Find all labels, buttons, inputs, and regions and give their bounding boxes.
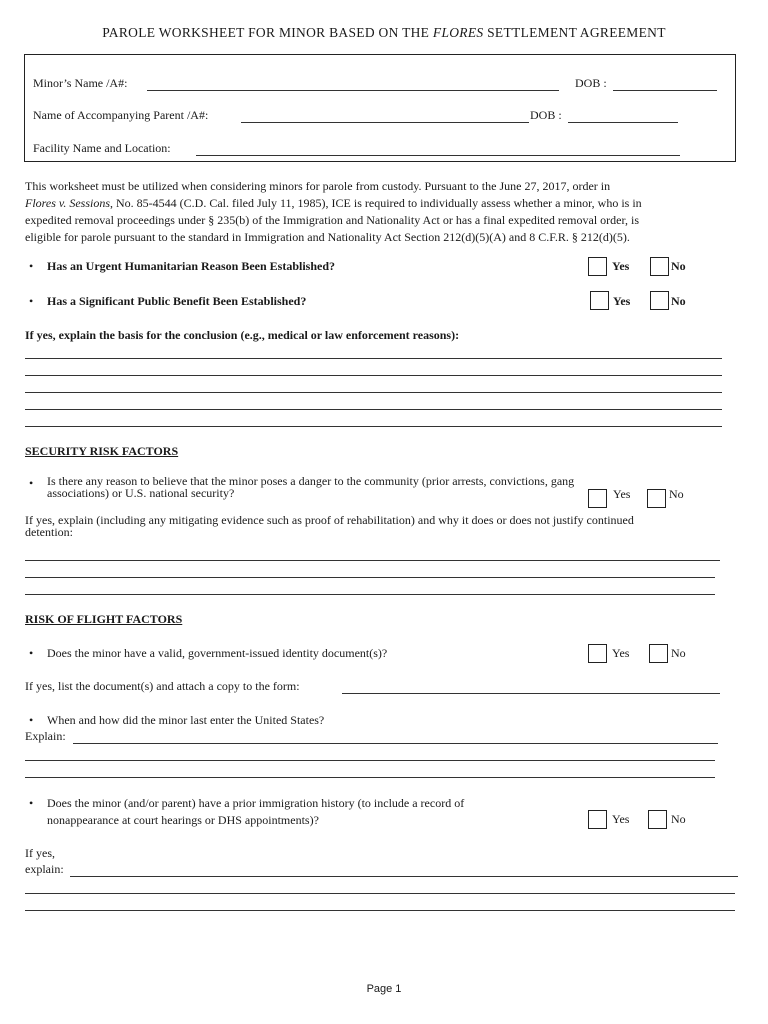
identity-question: Does the minor have a valid, government-issued identity document(s)? [47, 646, 388, 660]
bullet-icon: • [29, 796, 34, 810]
facility-field[interactable] [196, 155, 680, 156]
security-no-checkbox[interactable] [647, 489, 666, 508]
history-line-3[interactable] [25, 910, 735, 911]
entry-line-2[interactable] [25, 760, 715, 761]
entry-line-1[interactable] [73, 743, 718, 744]
security-line-3[interactable] [25, 594, 715, 595]
parent-dob-label: DOB : [530, 108, 562, 122]
identity-yes-label: Yes [612, 646, 630, 660]
identification-box [24, 54, 736, 162]
security-question-line-1: Is there any reason to believe that the minor poses a danger to the community (prior arrests, convictions, gang [47, 474, 575, 488]
public-benefit-yes-label: Yes [613, 294, 631, 308]
intro-line-2: Flores v. Sessions, No. 85-4544 (C.D. Cal. filed July 11, 1985), ICE is required to individually assess whether a minor, who is in [25, 196, 642, 210]
public-benefit-no-label: No [671, 294, 686, 308]
history-question-line-2: nonappearance at court hearings or DHS appointments)? [47, 813, 319, 827]
explain-basis-label: If yes, explain the basis for the conclusion (e.g., medical or law enforcement reasons): [25, 328, 460, 342]
bullet-icon: • [29, 259, 34, 273]
basis-line-2[interactable] [25, 375, 722, 376]
entry-line-3[interactable] [25, 777, 715, 778]
minor-name-label: Minor’s Name /A#: [33, 76, 128, 90]
security-line-1[interactable] [25, 560, 720, 561]
security-line-2[interactable] [25, 577, 715, 578]
minor-dob-field[interactable] [613, 90, 717, 91]
bullet-icon: • [29, 713, 34, 727]
title-suffix: SETTLEMENT AGREEMENT [483, 25, 666, 40]
security-heading: SECURITY RISK FACTORS [25, 444, 179, 458]
bullet-icon: • [29, 476, 34, 490]
basis-line-4[interactable] [25, 409, 722, 410]
intro-line-3: expedited removal proceedings under § 235(b) of the Immigration and Nationality Act or has a final expedited removal order, is [25, 213, 639, 227]
basis-line-1[interactable] [25, 358, 722, 359]
intro-line-1: This worksheet must be utilized when considering minors for parole from custody. Pursuant to the June 27, 2017, order in [25, 179, 611, 193]
public-benefit-no-checkbox[interactable] [650, 291, 669, 310]
q-humanitarian: Has an Urgent Humanitarian Reason Been Established? [47, 259, 336, 273]
parent-name-label: Name of Accompanying Parent /A#: [33, 108, 209, 122]
basis-line-3[interactable] [25, 392, 722, 393]
history-line-2[interactable] [25, 893, 735, 894]
identity-no-checkbox[interactable] [649, 644, 668, 663]
public-benefit-yes-checkbox[interactable] [590, 291, 609, 310]
security-yes-label: Yes [613, 487, 631, 501]
minor-dob-label: DOB : [575, 76, 607, 90]
list-documents-label: If yes, list the document(s) and attach a copy to the form: [25, 679, 300, 693]
q-public-benefit: Has a Significant Public Benefit Been Established? [47, 294, 307, 308]
intro-paragraph [25, 178, 737, 246]
humanitarian-no-label: No [671, 259, 686, 273]
bullet-icon: • [29, 294, 34, 308]
history-no-label: No [671, 812, 686, 826]
security-explain-line-2: detention: [25, 525, 73, 539]
entry-question: When and how did the minor last enter the United States? [47, 713, 325, 727]
history-yes-label: Yes [612, 812, 630, 826]
security-question-line-2: associations) or U.S. national security? [47, 486, 235, 500]
history-line-1[interactable] [70, 876, 738, 877]
basis-line-5[interactable] [25, 426, 722, 427]
security-explain-line-1: If yes, explain (including any mitigating evidence such as proof of rehabilitation) and why it does or does not justify continued [25, 513, 634, 527]
documents-field[interactable] [342, 693, 720, 694]
page-number: Page 1 [366, 983, 402, 995]
title-prefix: PAROLE WORKSHEET FOR MINOR BASED ON THE [102, 25, 433, 40]
history-explain-label: explain: [25, 862, 64, 876]
parent-name-field[interactable] [241, 122, 529, 123]
humanitarian-yes-checkbox[interactable] [588, 257, 607, 276]
history-no-checkbox[interactable] [648, 810, 667, 829]
minor-name-field[interactable] [147, 90, 559, 91]
identity-yes-checkbox[interactable] [588, 644, 607, 663]
entry-explain-label: Explain: [25, 729, 66, 743]
flight-heading: RISK OF FLIGHT FACTORS [25, 612, 183, 626]
history-if-yes-label: If yes, [25, 846, 55, 860]
page-title [0, 25, 768, 41]
humanitarian-yes-label: Yes [612, 259, 630, 273]
title-italic: FLORES [432, 25, 484, 40]
security-no-label: No [669, 487, 684, 501]
security-yes-checkbox[interactable] [588, 489, 607, 508]
intro-line-4: eligible for parole pursuant to the standard in Immigration and Nationality Act Section 212(d)(5)(A) and 8 C.F.R. § 212(d)(5). [25, 230, 630, 244]
humanitarian-no-checkbox[interactable] [650, 257, 669, 276]
bullet-icon: • [29, 646, 34, 660]
identity-no-label: No [671, 646, 686, 660]
history-question-line-1: Does the minor (and/or parent) have a prior immigration history (to include a record of [47, 796, 465, 810]
parent-dob-field[interactable] [568, 122, 678, 123]
facility-label: Facility Name and Location: [33, 141, 171, 155]
history-yes-checkbox[interactable] [588, 810, 607, 829]
